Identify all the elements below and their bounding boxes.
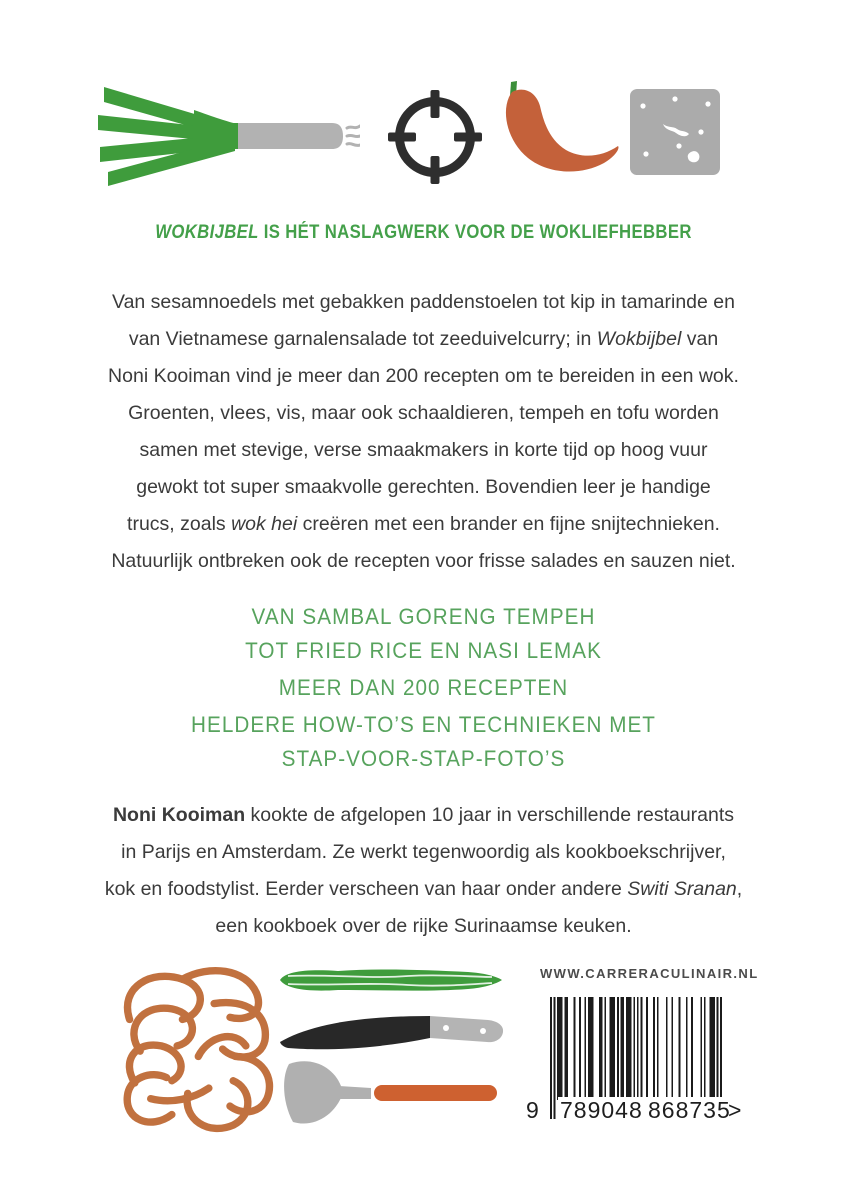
text-line: HELDERE HOW-TO’S EN TECHNIEKEN MET [191, 712, 656, 737]
highlight-item [25, 708, 821, 776]
spatula-icon [281, 1058, 503, 1133]
text-line: TOT FRIED RICE EN NASI LEMAK [245, 638, 602, 663]
isbn-digit-group: 789048 [560, 1097, 643, 1123]
barcode-arrow: > [728, 1097, 742, 1123]
highlight-item [25, 600, 821, 668]
green-bean-icon [278, 965, 504, 1000]
author-bio [0, 797, 847, 945]
text-line: gewokt tot super smaakvolle gerechten. Bovendien leer je handige [136, 476, 711, 498]
text-line: Noni Kooiman kookte de afgelopen 10 jaar in verschillende restaurants [112, 804, 735, 826]
text-line: Natuurlijk ontbreken ook de recepten voor frisse salades en sauzen niet. [111, 550, 736, 572]
text-line: Groenten, vlees, vis, maar ook schaaldieren, tempeh en tofu worden [128, 402, 719, 424]
text-line: MEER DAN 200 RECEPTEN [278, 675, 569, 700]
tagline-heading: WOKBIJBEL IS HÉT NASLAGWERK VOOR DE WOKLIEFHEBBER [155, 222, 692, 243]
tofu-icon [629, 88, 721, 181]
text-line: kok en foodstylist. Eerder verscheen van haar onder andere Switi Sranan, [104, 878, 743, 900]
isbn-text [526, 1097, 790, 1129]
text-line: VAN SAMBAL GORENG TEMPEH [251, 604, 596, 629]
text-line: een kookboek over de rijke Surinaamse keuken. [215, 915, 632, 937]
isbn-digit-group: 868735 [648, 1097, 731, 1123]
text-line: samen met stevige, verse smaakmakers in korte tijd op hoog vuur [139, 439, 708, 461]
wok-crosshair-icon [386, 88, 484, 191]
text-line: Van sesamnoedels met gebakken paddenstoelen tot kip in tamarinde en [112, 291, 735, 313]
isbn-digit-group: 9 [526, 1097, 539, 1123]
text-line: Noni Kooiman vind je meer dan 200 recepten om te bereiden in een wok. [108, 365, 739, 387]
website-url: WWW.CARRERACULINAIR.NL [540, 966, 759, 981]
noodles-icon [103, 956, 283, 1146]
text-line: trucs, zoals wok hei creëren met een brander en fijne snijtechnieken. [127, 513, 720, 535]
highlights-list [25, 600, 821, 779]
highlight-item [25, 671, 821, 705]
knife-icon [278, 1012, 504, 1063]
text-line: in Parijs en Amsterdam. Ze werkt tegenwoordig als kookboekschrijver, [121, 841, 726, 863]
leek-icon [98, 86, 360, 191]
description-paragraph [0, 284, 847, 580]
chili-icon [492, 78, 624, 185]
barcode [526, 997, 742, 1137]
text-line: van Vietnamese garnalensalade tot zeeduivelcurry; in Wokbijbel van [128, 328, 719, 350]
text-line: STAP-VOOR-STAP-FOTO’S [281, 746, 566, 771]
